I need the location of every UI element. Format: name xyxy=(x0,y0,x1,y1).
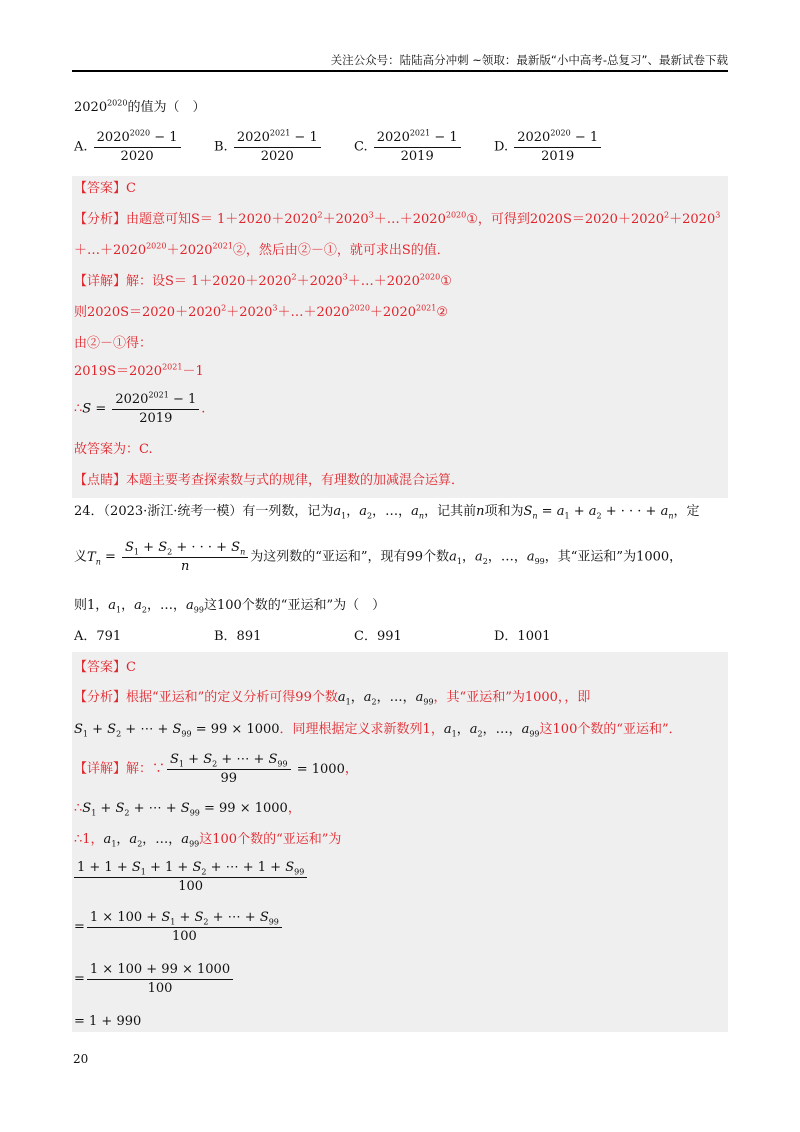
q23-options: A. $\frac{2020^{2020} - 1}{2020}$ B. $\frac{2020^{2021} - 1}{2020}$ C. $\frac{2020^{2021} - 1}{2019}$ D. $\frac{2020^{2020} - 1}{2019}$ xyxy=(74,130,634,164)
q24-analysis-line2: $S_1 + S_2$ + ⋯ + $S_{99} = 99 \times 1000$．同理根据定义求新数列1，$a_1$，$a_2$，…，$a_{99}$这100个数的“亚运和”． xyxy=(74,722,682,739)
q23-detail-line1: 【详解】解：设$S= 1+2020+2020^2+2020^3+\dots+2020^{2020}①$ xyxy=(74,272,452,289)
q23-detail-line3: 由②－①得： xyxy=(74,336,153,351)
q23-analysis-line2: $+\dots+2020^{2020}+2020^{2021}②$，然后由②－①，就可求出S的值． xyxy=(74,241,450,258)
q24-step4: = 1 + 990 xyxy=(74,1014,142,1029)
q23-detail-line4: $2019S=2020^{2021}-1$ xyxy=(74,362,204,379)
q24-detail-line1: 【详解】解：∵ $\frac{S_1 + S_2 + \cdots + S_{99}}{99}$ = 1000， xyxy=(74,752,358,786)
q24-options xyxy=(74,629,634,645)
q23-analysis-line1: 【分析】由题意可知$S= 1+2020+2020^2+2020^3+\dots+2020^{2020}①$，可得到$2020S=2020+2020^2+2020^3$ xyxy=(74,210,721,227)
q24-answer: 【答案】C xyxy=(74,660,136,675)
q24-option-d: D．1001 xyxy=(494,629,551,644)
q24-step3: = $\frac{1 \times 100 + 99 \times 1000}{100}$ xyxy=(74,962,235,996)
header-rule xyxy=(72,70,728,72)
q24-option-a: A．791 xyxy=(74,629,122,644)
q24-analysis-line1: 【分析】根据“亚运和”的定义分析可得99个数$a_1$，$a_2$，…，$a_{99}$，其“亚运和”为1000，，即 xyxy=(74,690,591,707)
q24-option-b: B．891 xyxy=(214,629,262,644)
q23-detail-line2: 则$2020S=2020+2020^2+2020^3+\dots+2020^{2020}+2020^{2021}②$ xyxy=(74,303,449,320)
q23-answer: 【答案】C xyxy=(74,181,136,196)
page-number: 20 xyxy=(73,1052,89,1066)
q23-detail-line6: 故答案为：C. xyxy=(74,442,153,457)
q24-option-c: C．991 xyxy=(354,629,402,644)
q24-step2: = $\frac{1 \times 100 + S_1 + S_2 + \cdots + S_{99}}{100}$ xyxy=(74,910,284,944)
q24-detail-line2: $\therefore S_1 + S_2$ + ⋯ + $S_{99} = 99 \times 1000$， xyxy=(74,801,301,818)
q23-comment: 【点睛】本题主要考查探索数与式的规律，有理数的加减混合运算． xyxy=(74,473,465,488)
q24-step1: $\frac{1 + 1 + S_1 + 1 + S_2 + \cdots + 1 + S_{99}}{100}$ xyxy=(74,860,309,894)
q24-detail-line3: ∴1，$a_1$，$a_2$，…，$a_{99}$这100个数的“亚运和”为 xyxy=(74,832,342,849)
q24-stem-line3: 则1，$a_1$，$a_2$，…，$a_{99}$这100个数的“亚运和”为（ ） xyxy=(74,598,386,615)
page-header: 关注公众号：陆陆高分冲刺 ~领取：最新版“小中高考-总复习”、最新试卷下载 xyxy=(330,53,728,67)
q24-stem-line1: 24．（2023·浙江·统考一模）有一列数，记为$a_1$，$a_2$，…，$a_n$，记其前n项和为$S_n = a_1 + a_2$ + · · · + $a_n$，定 xyxy=(74,504,700,521)
q24-stem-line2: 义$T_n$ = $\frac{S_1 + S_2 + \cdot \cdot \cdot + S_n}{n}$ 为这列数的“亚运和”，现有99个数$a_1$，$a_2$，…，$a_{99}$，其“亚运和”为1000， xyxy=(74,540,683,574)
q23-detail-line5: ∴S = $\frac{2020^{2021} - 1}{2019}$ . xyxy=(74,390,206,426)
q23-stem: $2020^{2020}$的值为（ ） xyxy=(74,98,206,115)
